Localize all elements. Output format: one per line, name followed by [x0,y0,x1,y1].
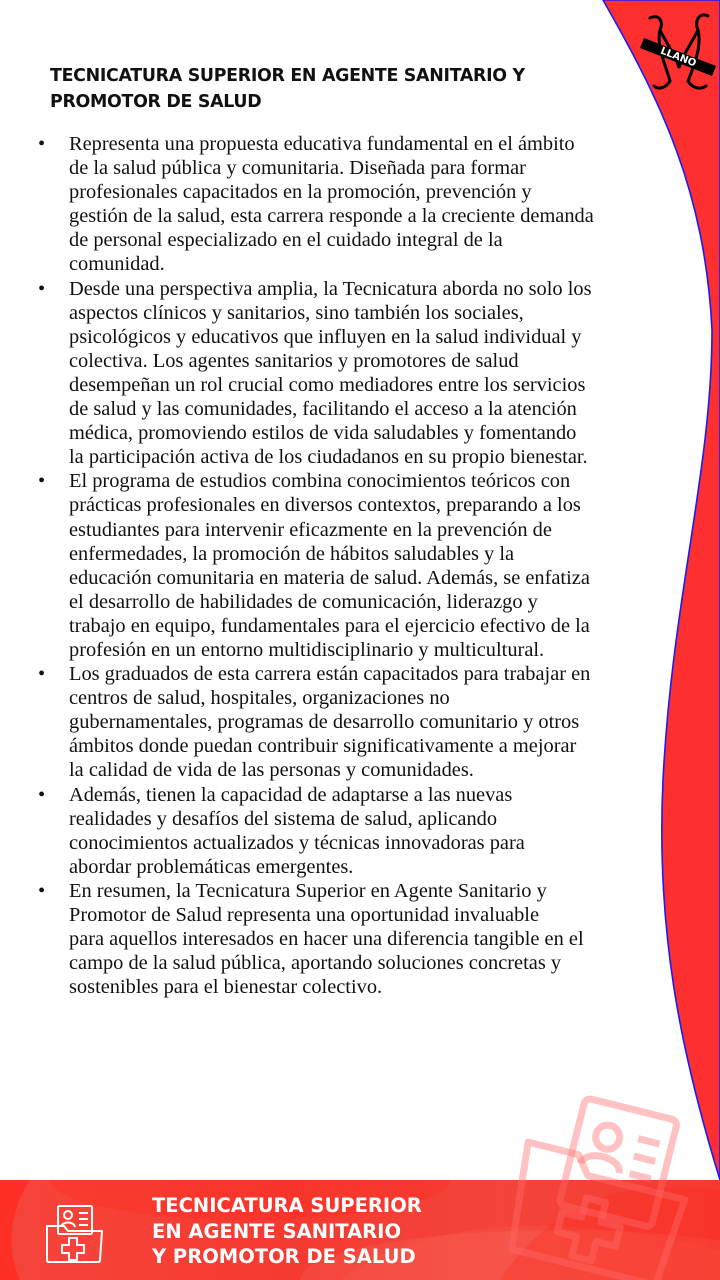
title-line: PROMOTOR DE SALUD [50,92,262,112]
logo-text: LLANO [658,45,698,70]
bullet-text-line: trabajo en equipo, fundamentales para el ejercicio efectivo de la [69,614,590,637]
bullet-text-line: Promotor de Salud representa una oportunidad invaluable [69,904,539,926]
bullet-text-line: Además, tienen la capacidad de adaptarse a las nuevas [69,783,513,806]
bullet-text-line: la calidad de vida de las personas y comunidades. [69,759,474,782]
bullet-text-line: de la salud pública y comunitaria. Diseñada para formar [69,157,526,180]
bullet-text-line: educación comunitaria en materia de salud. Además, se enfatiza [69,566,590,589]
bullet-list [38,132,678,999]
bullet-item [38,783,678,879]
bullet-text-line: profesionales capacitados en la promoción, prevención y [69,181,532,204]
bullet-text-line: colectiva. Los agentes sanitarios y promotores de salud [69,349,519,372]
bullet-item [38,469,678,662]
bullet-text-line: la participación activa de los ciudadanos en su propio bienestar. [69,446,588,469]
bullet-text-line: enfermedades, la promoción de hábitos saludables y la [69,542,515,565]
bullet-text-line: el desarrollo de habilidades de comunicación, liderazgo y [69,590,538,613]
medical-folder-watermark-icon [490,1090,720,1280]
bullet-text-line: profesión en un entorno multidisciplinario y multicultural. [69,638,545,661]
banner-line: TECNICATURA SUPERIOR [152,1194,422,1217]
bullet-text-line: realidades y desafíos del sistema de salud, aplicando [69,807,498,830]
llano-logo-icon [640,6,720,96]
banner-line: EN AGENTE SANITARIO [152,1219,402,1243]
bullet-text-line: gestión de la salud, esta carrera responde a la creciente demanda [69,205,594,228]
bullet-text-line: En resumen, la Tecnicatura Superior en Agente Sanitario y [69,879,547,902]
bullet-text-line: comunidad. [69,253,165,276]
page-title [50,63,610,115]
bullet-text-line: conocimientos actualizados y técnicas innovadoras para [69,831,525,854]
bullet-icon: • [38,277,46,300]
banner-title [152,1193,422,1270]
bullet-text-line: sostenibles para el bienestar colectivo. [69,976,383,999]
bullet-text-line: para aquellos interesados en hacer una diferencia tangible en el [69,928,584,951]
bullet-text-line: ámbitos donde puedan contribuir significativamente a mejorar [69,735,577,758]
bullet-text-line: El programa de estudios combina conocimientos teóricos con [69,470,571,493]
title-line: TECNICATURA SUPERIOR EN AGENTE SANITARIO Y [50,66,525,86]
bullet-text-line: Representa una propuesta educativa fundamental en el ámbito [69,133,575,155]
bullet-text-line: Los graduados de esta carrera están capacitados para trabajar en [69,663,591,686]
banner-line: Y PROMOTOR DE SALUD [152,1245,416,1268]
bullet-item [38,132,678,277]
bullet-icon: • [38,879,46,902]
bullet-text-line: médica, promoviendo estilos de vida saludables y fomentando [69,422,577,445]
bullet-icon: • [38,663,46,686]
bullet-text-line: campo de la salud pública, aportando soluciones concretas y [69,952,562,975]
bullet-text-line: aspectos clínicos y sanitarios, sino también los sociales, [69,301,524,324]
bullet-text-line: psicológicos y educativos que influyen en la salud individual y [69,325,582,348]
bullet-text-line: centros de salud, hospitales, organizaciones no [69,687,450,710]
bullet-item [38,879,678,999]
bullet-text-line: de personal especializado en el cuidado integral de la [69,229,503,252]
bullet-icon: • [38,783,46,806]
bullet-item [38,662,678,782]
bullet-text-line: de salud y las comunidades, facilitando el acceso a la atención [69,398,577,421]
bullet-text-line: abordar problemáticas emergentes. [69,855,354,878]
bullet-icon: • [38,133,46,155]
medical-folder-icon [44,1202,106,1264]
bullet-text-line: gubernamentales, programas de desarrollo comunitario y otros [69,711,580,734]
bullet-text-line: prácticas profesionales en diversos contextos, preparando a los [69,494,581,517]
bullet-text-line: desempeñan un rol crucial como mediadores entre los servicios [69,373,586,396]
bullet-text-line: Desde una perspectiva amplia, la Tecnicatura aborda no solo los [69,277,592,300]
bullet-text-line: estudiantes para intervenir eficazmente en la prevención de [69,518,552,541]
bullet-icon: • [38,470,46,493]
bullet-item [38,277,678,470]
